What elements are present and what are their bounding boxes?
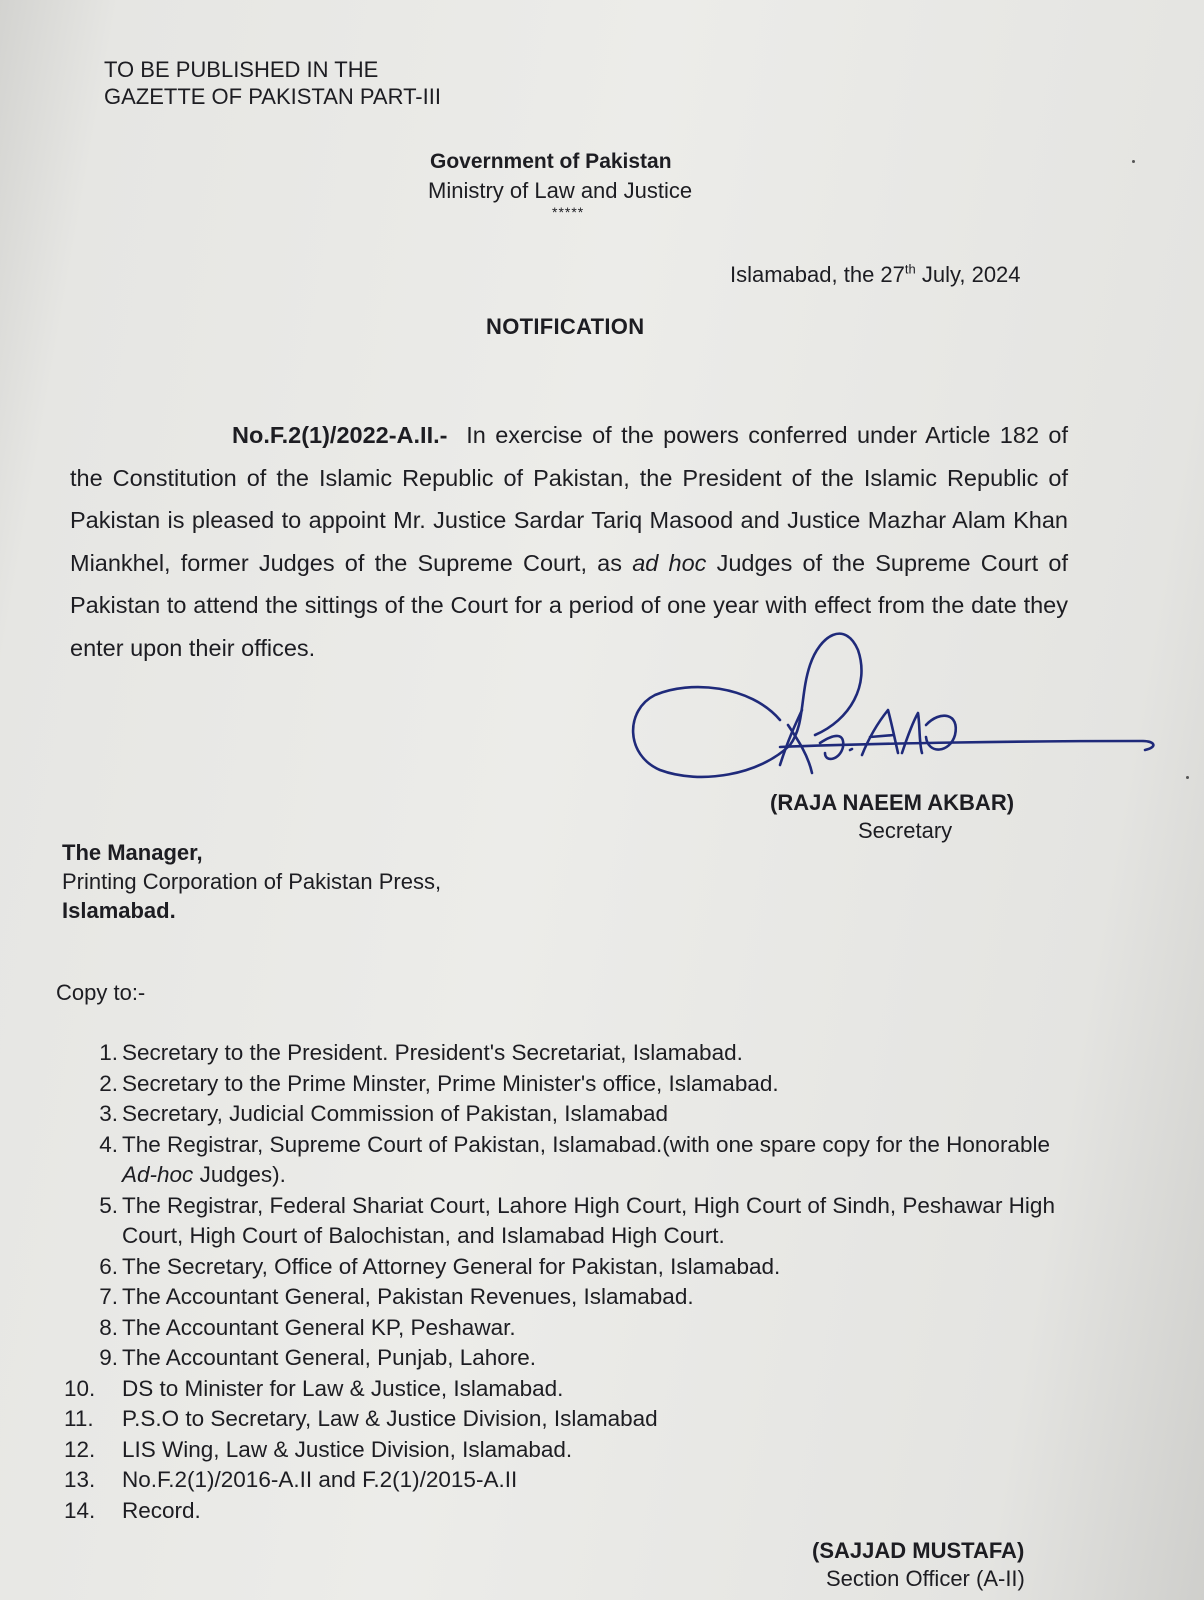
issue-date <box>730 262 1021 288</box>
list-item-text: P.S.O to Secretary, Law & Justice Division, Islamabad <box>122 1406 658 1431</box>
list-item-number: 11. <box>64 1406 94 1431</box>
secretary-name: (RAJA NAEEM AKBAR) <box>770 790 1015 815</box>
reference-number: No.F.2(1)/2022-A.II.- <box>232 422 448 448</box>
list-item-number: 3. <box>99 1101 118 1126</box>
list-item-number: 4. <box>99 1131 118 1157</box>
list-item-text: Record. <box>122 1497 201 1523</box>
section-officer-name: (SAJJAD MUSTAFA) <box>812 1538 1025 1563</box>
copy-to-label: Copy to:- <box>56 980 146 1005</box>
notification-title: NOTIFICATION <box>486 314 645 339</box>
list-item-text: The Accountant General, Pakistan Revenues, Islamabad. <box>122 1284 694 1309</box>
list-item-text: Secretary to the Prime Minster, Prime Minister's office, Islamabad. <box>122 1070 779 1096</box>
ministry-heading: Ministry of Law and Justice <box>428 178 693 203</box>
list-item-text: The Accountant General, Punjab, Lahore. <box>122 1345 537 1370</box>
list-item <box>64 1069 1084 1100</box>
list-item-italic: Ad-hoc <box>122 1162 194 1187</box>
copy-to-list <box>64 1038 1084 1526</box>
list-item <box>64 1343 1084 1374</box>
list-item <box>64 1374 1084 1405</box>
paper-speck <box>1186 776 1189 779</box>
list-item-text: The Registrar, Supreme Court of Pakistan, Islamabad.(with one spare copy for the Honorable <box>122 1131 1050 1157</box>
gazette-publication-note <box>104 56 441 110</box>
list-item <box>64 1404 1084 1435</box>
handwritten-signature-icon <box>630 625 1170 795</box>
list-item <box>64 1252 1084 1283</box>
list-item-number: 1. <box>99 1040 118 1065</box>
list-item-text: Secretary, Judicial Commission of Pakistan, Islamabad <box>122 1101 669 1126</box>
list-item <box>64 1496 1084 1527</box>
gazette-line-1: TO BE PUBLISHED IN THE <box>104 57 379 82</box>
list-item <box>64 1099 1084 1130</box>
addressee-block <box>62 838 441 925</box>
list-item-number: 5. <box>99 1192 118 1218</box>
list-item-number: 12. <box>64 1436 96 1462</box>
body-text-part-2: Judges of the Supreme Court of Pakistan to attend the sittings of the Court for a period of one year with effect from the date they enter upon their offices. <box>70 549 1068 661</box>
date-prefix: Islamabad, the 27 <box>730 262 905 287</box>
addressee-line-3: Islamabad. <box>62 898 176 923</box>
list-item <box>64 1313 1084 1344</box>
list-item-text-end: Judges). <box>199 1162 286 1187</box>
list-item-text: The Secretary, Office of Attorney General for Pakistan, Islamabad. <box>122 1253 781 1279</box>
list-item <box>64 1465 1084 1496</box>
list-item-text: No.F.2(1)/2016-A.II and F.2(1)/2015-A.II <box>122 1467 518 1492</box>
list-item-number: 14. <box>64 1497 96 1523</box>
date-superscript: th <box>904 261 916 277</box>
separator-stars: ***** <box>552 204 585 220</box>
list-item-number: 7. <box>99 1284 118 1309</box>
list-item-number: 6. <box>99 1253 118 1279</box>
list-item <box>64 1435 1084 1466</box>
list-item-text: DS to Minister for Law & Justice, Islamabad. <box>122 1375 564 1401</box>
list-item-text: Secretary to the President. President's Secretariat, Islamabad. <box>122 1040 743 1065</box>
list-item <box>64 1282 1084 1313</box>
list-item-number: 8. <box>99 1314 118 1340</box>
secretary-title: Secretary <box>858 818 953 843</box>
list-item-text: LIS Wing, Law & Justice Division, Islamabad. <box>122 1436 573 1462</box>
list-item-number: 2. <box>99 1070 118 1096</box>
list-item <box>64 1191 1084 1252</box>
list-item-number: 10. <box>64 1375 96 1401</box>
list-item-number: 13. <box>64 1467 96 1492</box>
body-italic-term: ad hoc <box>632 549 707 576</box>
list-item-text: The Accountant General KP, Peshawar. <box>122 1314 516 1340</box>
date-suffix: July, 2024 <box>915 262 1021 287</box>
addressee-line-2: Printing Corporation of Pakistan Press, <box>62 869 442 894</box>
government-heading: Government of Pakistan <box>430 150 672 173</box>
gazette-line-2: GAZETTE OF PAKISTAN PART-III <box>104 84 441 109</box>
list-item-number: 9. <box>99 1345 118 1370</box>
addressee-line-1: The Manager, <box>62 840 203 865</box>
list-item <box>64 1130 1084 1191</box>
list-item <box>64 1038 1084 1069</box>
list-item-text: The Registrar, Federal Shariat Court, Lahore High Court, High Court of Sindh, Peshawar High Court, High Court of Balochistan, and Islamabad High Court. <box>122 1192 1055 1248</box>
paper-speck <box>1132 160 1135 163</box>
section-officer-title: Section Officer (A-II) <box>826 1566 1025 1591</box>
body-text-part-1: In exercise of the powers conferred under Article 182 of the Constitution of the Islamic Republic of Pakistan, the President of the Islamic Republic of Pakistan is pleased to appoint Mr. Justice Sardar Tariq Masood and Justice Mazhar Alam Khan Miankhel, former Judges of the Supreme Court, as <box>70 422 1068 576</box>
